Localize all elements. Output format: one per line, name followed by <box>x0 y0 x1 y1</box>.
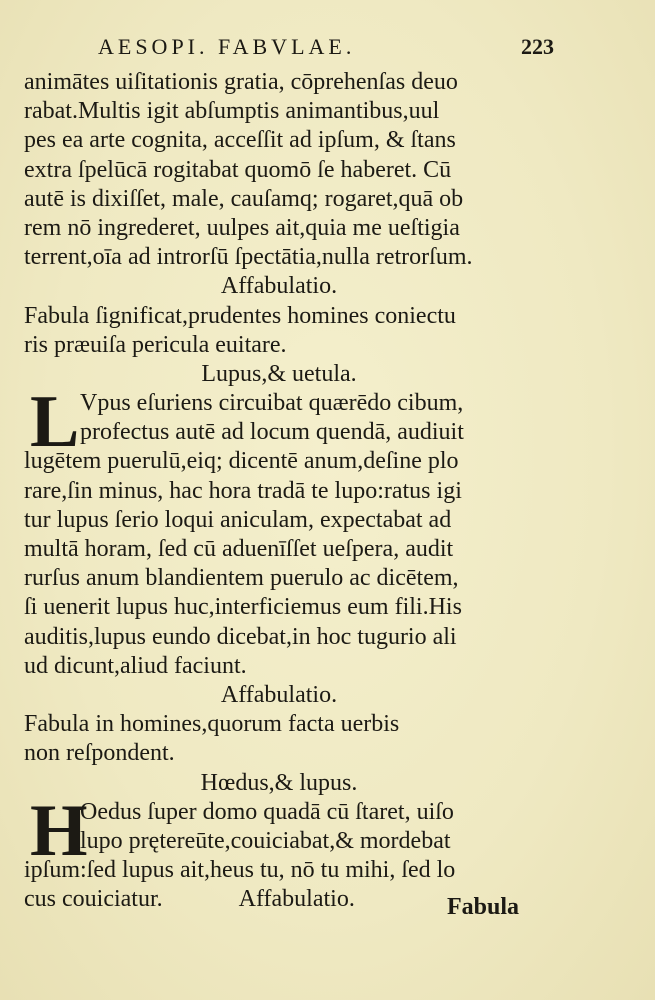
running-title: AESOPI. FABVLAE. <box>98 34 356 59</box>
text-line: lugētem puerulū,eiq; dicentē anum,deſine plo <box>24 448 459 475</box>
text-line: rurſus anum blandientem puerulo ac dicētem, <box>24 565 459 592</box>
text-line: ud dicunt,aliud faciunt. <box>24 652 247 679</box>
moral-line: ris præuiſa pericula euitare. <box>24 331 287 358</box>
text-line: ipſum:ſed lupus ait,heus tu, nō tu mihi, ſed lo <box>24 857 456 884</box>
text-line: auditis,lupus eundo dicebat,in hoc tugurio ali <box>24 623 457 650</box>
text-line: rare,ſin minus, hac hora tradā te lupo:ratus igi <box>24 477 462 504</box>
text-line: autē is dixiſſet, male, cauſamq; rogaret,quā ob <box>24 185 464 212</box>
text-fragment: cus couiciatur. <box>24 886 163 913</box>
text-line: tur lupus ſerio loqui aniculam, expectabat ad <box>24 506 452 533</box>
text-line: pes ea arte cognita, acceſſit ad ipſum, & ſtans <box>24 127 456 154</box>
text-line: ſi uenerit lupus huc,interficiemus eum fili.His <box>24 594 462 621</box>
text-line: lupo prętereūte,couiciabat,& mordebat <box>80 827 451 854</box>
text-line: rem nō ingrederet, uulpes ait,quia me ueſtigia <box>24 214 460 241</box>
text-line: animātes uiſitationis gratia, cōprehenſas deuo <box>24 69 458 95</box>
page-header <box>98 34 554 64</box>
fable-title: Lupus,& uetula. <box>201 360 357 387</box>
drop-cap-initial: L <box>30 381 80 464</box>
fable-block <box>24 381 534 681</box>
moral-line: Fabula in homines,quorum facta uerbis <box>24 711 400 738</box>
affabulatio-heading: Affabulatio. <box>220 273 338 300</box>
text-line: Oedus ſuper domo quadā cū ſtaret, uiſo <box>80 798 454 825</box>
page-number: 223 <box>521 34 554 59</box>
text-line: rabat.Multis igit abſumptis animantibus,uul <box>24 98 440 125</box>
moral-line: Fabula ſignificat,prudentes homines coniectu <box>24 302 456 329</box>
text-line: terrent,oīa ad introrſū ſpectātia,nulla retrorſum. <box>24 244 473 271</box>
main-text <box>24 68 534 914</box>
text-line: multā horam, ſed cū aduenīſſet ueſpera, audit <box>24 536 454 562</box>
moral-line: non reſpondent. <box>24 740 175 767</box>
drop-cap-initial: H <box>30 789 88 872</box>
text-line: Vpus eſuriens circuibat quærēdo cibum, <box>80 390 464 417</box>
fable-title: Hœdus,& lupus. <box>200 769 358 796</box>
text-line: extra ſpelūcā rogitabat quomō ſe haberet. Cū <box>24 156 452 183</box>
affabulatio-heading: Affabulatio. <box>220 681 338 708</box>
catchword: Fabula <box>447 894 520 920</box>
text-line: profectus autē ad locum quendā, audiuit <box>80 419 464 446</box>
affabulatio-heading-inline: Affabulatio. <box>238 886 355 913</box>
